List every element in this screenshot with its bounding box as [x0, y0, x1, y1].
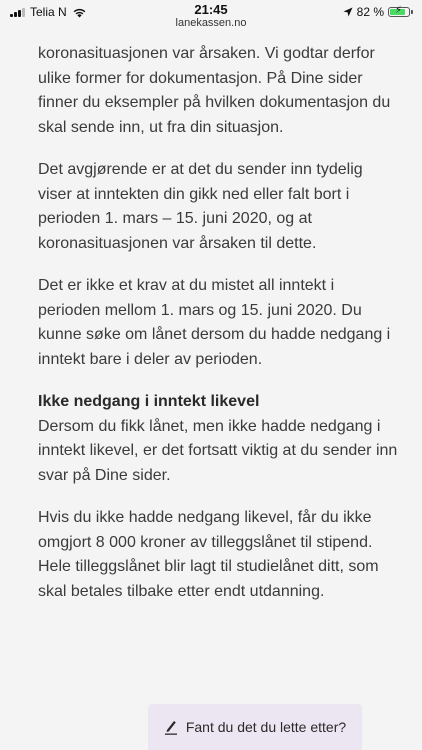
url-domain[interactable]: lanekassen.no [175, 17, 247, 29]
battery-cap [411, 10, 413, 14]
status-bar [0, 0, 422, 34]
article-paragraph: koronasituasjonen var årsaken. Vi godtar derfor ulike former for dokumentasjon. På Dine sider finner du eksempler på hvilken dokumentasjon du skal sende inn, ut fra din situasjon. [38, 45, 391, 136]
charging-bolt-icon: ⚡ [395, 5, 403, 16]
pencil-icon [164, 719, 178, 735]
location-arrow-icon [343, 7, 353, 17]
section-paragraph: Dersom du fikk lånet, men ikke hadde nedgang i inntekt likevel, er det fortsatt viktig at du sender inn svar på Dine sider. [38, 417, 398, 484]
section-heading: Ikke nedgang i inntekt likevel [38, 393, 260, 410]
feedback-label: Fant du det du lette etter? [185, 719, 347, 735]
section-paragraph: Hvis du ikke hadde nedgang likevel, får du ikke omgjort 8 000 kroner av tilleggslånet til stipend. Hele tilleggslånet blir lagt til studielånet ditt, som skal betales tilbake etter endt utdanning. [38, 509, 379, 600]
article-paragraph: Det er ikke et krav at du mistet all inntekt i perioden mellom 1. mars og 15. juni 2020. Du kunne søke om lånet dersom du hadde nedgang i inntekt bare i deler av perioden. [38, 277, 391, 368]
battery-icon [388, 7, 410, 17]
article-content [38, 42, 398, 622]
feedback-button[interactable] [148, 704, 362, 750]
article-paragraph: Det avgjørende er at det du sender inn tydelig viser at inntekten din gikk ned eller falt bort i perioden 1. mars – 15. juni 2020, og at koronasituasjonen var årsaken til dette. [38, 161, 363, 252]
carrier-name: Telia N [30, 5, 67, 19]
battery-percent: 82 % [356, 5, 384, 19]
status-right [343, 5, 413, 19]
clock: 21:45 [194, 2, 228, 17]
